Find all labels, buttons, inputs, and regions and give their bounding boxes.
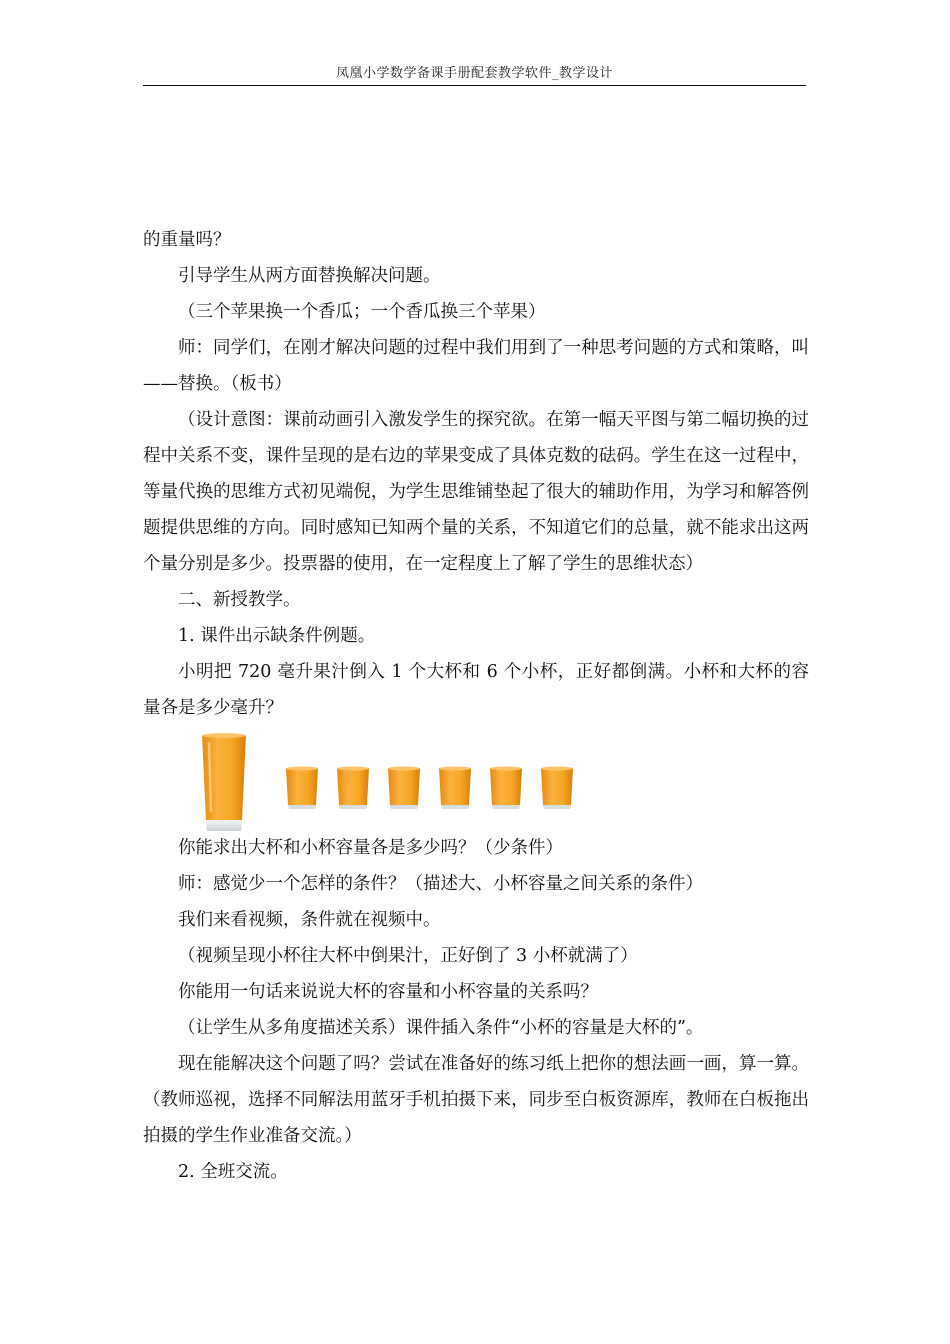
big-cup-icon <box>201 732 247 832</box>
small-cup-icon <box>489 766 523 810</box>
paragraph-continuation: 的重量吗？ <box>143 230 231 250</box>
small-cup-icon <box>285 766 319 810</box>
small-cup-icon <box>336 766 370 810</box>
paragraph-swap-note: （三个苹果换一个香瓜；一个香瓜换三个苹果） <box>178 302 546 322</box>
paragraph-video-note: （视频呈现小杯往大杯中倒果汁，正好倒了 3 小杯就满了） <box>178 946 638 966</box>
paragraph-question-missing: 你能求出大杯和小杯容量各是多少吗？（少条件） <box>178 838 563 858</box>
header-divider <box>143 85 806 86</box>
section-heading-new-teaching: 二、新授教学。 <box>178 590 301 610</box>
paragraph-try-solve: 现在能解决这个问题了吗？尝试在准备好的练习纸上把你的想法画一画，算一算。（教师巡视，选择不同解法用蓝牙手机拍摄下来，同步至白板资源库，教师在白板拖出拍摄的学生作业准备交流。） <box>143 1054 809 1146</box>
paragraph-relation-question: 你能用一句话来说说大杯的容量和小杯容量的关系吗？ <box>178 982 598 1002</box>
paragraph-teacher-strategy: 师：同学们，在刚才解决问题的过程中我们用到了一种思考问题的方式和策略，叫——替换。（板书） <box>143 338 809 394</box>
paragraph-video-intro: 我们来看视频，条件就在视频中。 <box>178 910 441 930</box>
list-item-class-exchange: 2. 全班交流。 <box>178 1162 288 1182</box>
paragraph-insert-condition: （让学生从多角度描述关系）课件插入条件“小杯的容量是大杯的”。 <box>178 1018 704 1038</box>
list-item-example: 1. 课件出示缺条件例题。 <box>178 626 376 646</box>
paragraph-problem: 小明把 720 毫升果汁倒入 1 个大杯和 6 个小杯，正好都倒满。小杯和大杯的容量各是多少毫升？ <box>143 662 809 718</box>
document-body <box>143 222 809 1190</box>
juice-cups-illustration <box>143 728 809 832</box>
paragraph-guide: 引导学生从两方面替换解决问题。 <box>178 266 441 286</box>
paragraph-design-intent: （设计意图：课前动画引入激发学生的探究欲。在第一幅天平图与第二幅切换的过程中关系不变，课件呈现的是右边的苹果变成了具体克数的砝码。学生在这一过程中，等量代换的思维方式初见端倪，为学生思维铺垫起了很大的辅助作用，为学习和解答例题提供思维的方向。同时感知已知两个量的关系，不知道它们的总量，就不能求出这两个量分别是多少。投票器的使用，在一定程度上了解了学生的思维状态） <box>143 410 809 574</box>
page-header-title: 凤凰小学数学备课手册配套教学软件_教学设计 <box>335 66 613 81</box>
small-cup-icon <box>540 766 574 810</box>
small-cup-icon <box>387 766 421 810</box>
paragraph-teacher-missing-condition: 师：感觉少一个怎样的条件？（描述大、小杯容量之间关系的条件） <box>178 874 703 894</box>
small-cup-icon <box>438 766 472 810</box>
